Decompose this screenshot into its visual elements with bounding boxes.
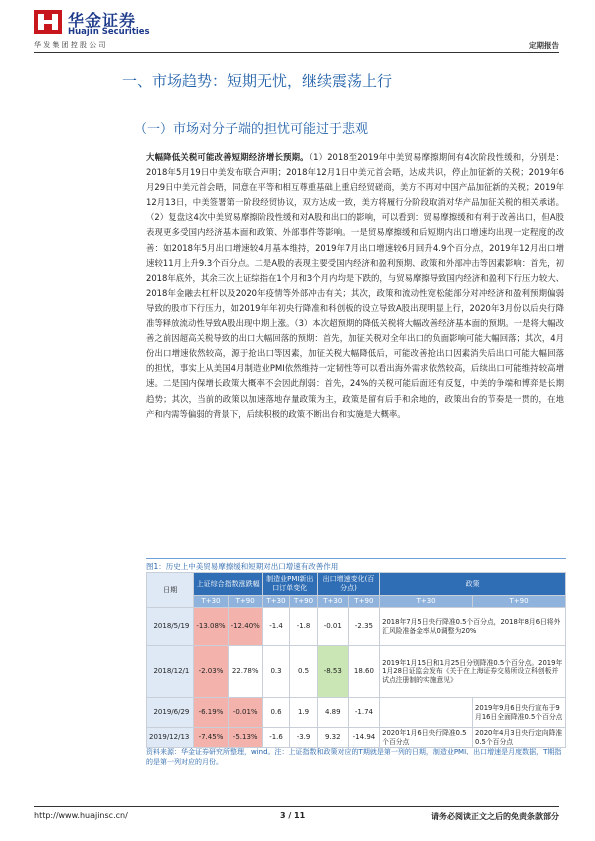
header-t30: T+30 (317, 596, 348, 608)
cell-export-t90: -14.94 (348, 728, 379, 748)
header-t90: T+90 (348, 596, 379, 608)
cell-pmi-t30: -1.6 (262, 728, 289, 748)
data-table (146, 572, 566, 748)
cell-index-t90: -0.01% (228, 698, 262, 728)
footer-divider (34, 806, 559, 807)
cell-index-t90: -5.13% (228, 728, 262, 748)
cell-date: 2018/12/1 (147, 646, 194, 698)
header-pmi: 制造业PMI新出口订单变化 (262, 573, 317, 596)
table-row (147, 698, 566, 728)
cell-export-t30: -0.01 (317, 608, 348, 646)
cell-policy-t90: 2020年4月3日央行定向降准0.5个百分点 (473, 728, 566, 748)
header-t90: T+90 (290, 596, 317, 608)
cell-policy: 2019年1月15日和1月25日分别降准0.5个百分点。2019年1月28日证监会发布《关于在上海证券交易所设立科创板并试点注册制的实施意见》 (380, 646, 566, 698)
header-t30: T+30 (380, 596, 473, 608)
cell-date: 2019/6/29 (147, 698, 194, 728)
footer-website-link[interactable]: http://www.huajinsc.cn/ (34, 811, 128, 820)
header-t90: T+90 (473, 596, 566, 608)
cell-date: 2018/5/19 (147, 608, 194, 646)
cell-export-t90: -2.35 (348, 608, 379, 646)
cell-pmi-t90: -1.8 (290, 608, 317, 646)
header-t90: T+90 (228, 596, 262, 608)
cell-policy: 2018年7月5日央行降准0.5个百分点，2018年8月6日将外汇风险准备金率从0调整为20% (380, 608, 566, 646)
paragraph-text: （1）2018至2019年中美贸易摩擦期间有4次阶段性缓和，分别是：2018年5月19日中美发布联合声明；2018年12月1日中美元首会晤，达成共识，停止加征新的关税；2019年6月29日中美元首会晤，同意在平等和相互尊重基础上重启经贸磋商，美方不再对中国产品加征新的关税；2019年12月13日，中美签署第一阶段经贸协议，双方达成一致，美方将履行分阶段取消对华产品加征关税的相关承诺。（2）复盘这4次中美贸易摩擦阶段性缓和对A股和出口的影响，可以看到：贸易摩擦缓和有利于改善出口，但A股表现更多受国内经济基本面和政策、外部事件等影响。一是贸易摩擦缓和后短期内出口增速均出现一定程度的改善：如2018年5月出口增速较4月基本维持，2019年7月出口增速较6月回升4.9个百分点，2019年12月出口增速较11月上升9.3个百分点。二是A股的表现主要受国内经济和盈利预期、政策和外部冲击等因素影响：首先，初2018年底外，其余三次上证综指在1个月和3个月内均是下跌的，与贸易摩擦导致国内经济和盈利下行压力较大、2018年金融去杠杆以及2020年疫情等外部冲击有关；其次，政策和流动性宽松能部分对冲经济和盈利预期偏弱导致的股市下行压力，如2019年年初央行降准和科创板的设立导致A股出现明显上行，2020年3月份以后央行降准等释放流动性导致A股出现中期上涨。（3）本次超预期的降低关税将大幅改善经济基本面的预期。一是将大幅改善之前因超高关税导致的出口大幅回落的预期：首先，加征关税对全年出口的负面影响可能大幅回落；其次，4月份出口增速依然较高，源于抢出口等因素，加征关税大幅降低后，可能改善抢出口因素消失后出口可能大幅回落的担忧，事实上从美国4月制造业PMI依然维持一定韧性等可以看出海外需求依然较高，后续出口可能维持较高增速。二是国内保增长政策大概率不会因此削弱：首先，24%的关税可能后面还有反复，中美的争端和博弈是长期趋势；其次，当前的政策以加速落地存量政策为主，政策是留有后手和余地的，政策出台的节奏是一贯的，在地产和内需等偏弱的背景下，后续积极的政策不断出台和实施是大概率。 (146, 152, 565, 419)
subsection-title: （一）市场对分子端的担忧可能过于悲观 (134, 122, 369, 137)
company-name-cn: 华金证券 (68, 11, 137, 30)
cell-pmi-t90: -3.9 (290, 728, 317, 748)
cell-export-t90: -1.74 (348, 698, 379, 728)
paragraph-lead: 大幅降低关税可能改善短期经济增长预期。 (146, 152, 309, 162)
cell-export-t30: -8.53 (317, 646, 348, 698)
report-type: 定期报告 (529, 41, 559, 50)
section-title: 一、市场趋势：短期无忧，继续震荡上行 (122, 72, 393, 90)
cell-index-t30: -6.19% (194, 698, 228, 728)
header-t30: T+30 (262, 596, 289, 608)
company-group: 华发集团控股公司 (34, 41, 108, 49)
cell-pmi-t90: 0.5 (290, 646, 317, 698)
cell-export-t90: 18.60 (348, 646, 379, 698)
cell-pmi-t30: -1.4 (262, 608, 289, 646)
cell-export-t30: 4.89 (317, 698, 348, 728)
cell-pmi-t30: 0.3 (262, 646, 289, 698)
cell-policy-t30: 2020年1月6日央行降准0.5个百分点 (380, 728, 473, 748)
cell-pmi-t90: 1.9 (290, 698, 317, 728)
company-name-en: Huajin Securities (68, 27, 150, 37)
page-number: 3 / 11 (280, 811, 306, 820)
cell-index-t30: -13.08% (194, 608, 228, 646)
header-t30: T+30 (194, 596, 228, 608)
footer-disclaimer: 请务必阅读正文之后的免责条款部分 (431, 812, 559, 821)
cell-policy-t30 (380, 698, 473, 728)
header-export: 出口增速变化(百分点) (317, 573, 379, 596)
figure-title: 图1：历史上中美贸易摩擦缓和短期对出口增速有改善作用 (146, 558, 566, 572)
cell-index-t90: -12.40% (228, 608, 262, 646)
cell-index-t90: 22.78% (228, 646, 262, 698)
cell-pmi-t30: 0.6 (262, 698, 289, 728)
header-index: 上证综合指数涨跌幅 (194, 573, 262, 596)
table-row (147, 608, 566, 646)
header-date: 日期 (147, 573, 194, 608)
body-paragraph (146, 150, 564, 422)
table-row (147, 728, 566, 748)
cell-index-t30: -7.45% (194, 728, 228, 748)
cell-index-t30: -2.03% (194, 646, 228, 698)
cell-policy-t90: 2019年9月6日央行宣布于9月16日全面降准0.5个百分点 (473, 698, 566, 728)
cell-date: 2019/12/13 (147, 728, 194, 748)
header-divider (34, 52, 559, 53)
cell-export-t30: 9.32 (317, 728, 348, 748)
company-logo-icon (34, 10, 62, 34)
table-row (147, 646, 566, 698)
header-policy: 政策 (380, 573, 566, 596)
figure-source-note: 资料来源：华金证券研究所整理，wind。注：上证指数和政策对应的T期就是第一列的日期，制造业PMI、出口增速是月度数据，T期指的是第一列对应的月份。 (146, 748, 562, 766)
